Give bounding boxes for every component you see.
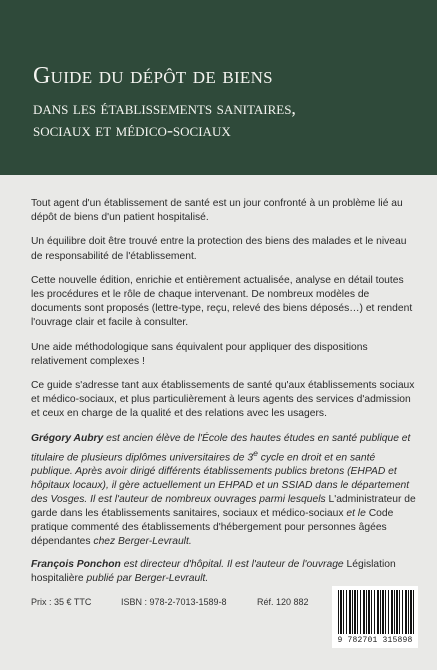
paragraph-3: Cette nouvelle édition, enrichie et entièrement actualisée, analyse en détail toutes les procédures et le rôle de chaque intervenant. De nombreux modèles de documents sont proposés (lettre-type, reçu, relevé des biens déposés…) et rendent l'ouvrage clair et facile à consulter.: [31, 274, 413, 329]
book-reference: Législation hospitalière: [31, 559, 396, 585]
book-reference: L'administrateur de garde dans les établissements sanitaires, sociaux et médico-sociaux: [31, 494, 416, 520]
paragraph-4: Une aide méthodologique sans équivalent pour appliquer des dispositions relativement complexes !: [31, 341, 368, 367]
book-title: Guide du dépôt de biens: [33, 63, 273, 89]
subtitle-line-2: sociaux et médico-sociaux: [33, 120, 231, 140]
paragraph-2: Un équilibre doit être trouvé entre la protection des biens des malades et le niveau de responsabilité de l'établissement.: [31, 236, 407, 262]
paragraph-5: Ce guide s'adresse tant aux établissements de santé qu'aux établissements sociaux et médico-sociaux, et plus particulièrement à leurs agents des services d'admission et ceux en charge de la qualité et des relations avec les usagers.: [31, 380, 415, 420]
bio-text: publié par Berger-Levrault.: [83, 573, 209, 585]
cover-header: [0, 0, 437, 175]
bio-superscript: e: [253, 447, 258, 458]
book-reference: Code pratique commenté des établissements d'hébergement pour personnes âgées dépendantes: [31, 508, 394, 548]
back-cover-text: [31, 197, 416, 595]
author-name: Grégory Aubry: [31, 432, 104, 444]
paragraph-1: Tout agent d'un établissement de santé est un jour confronté à un problème lié au dépôt de biens d'un patient hospitalisé.: [31, 198, 403, 224]
barcode: [332, 586, 418, 648]
bio-text: chez Berger-Levrault.: [90, 536, 192, 548]
isbn: ISBN : 978-2-7013-1589-8: [121, 597, 227, 607]
subtitle-line-1: dans les établissements sanitaires,: [33, 98, 296, 118]
barcode-digits: 9 782701 315898: [337, 636, 413, 645]
bio-text: cycle en droit et en santé publique. Après avoir dirigé différents établissements publics bretons (EHPAD et hôpitaux locaux), il gère actuellement un EHPAD et un SSIAD dans le département des Vosges. Il est l'auteur de nombreux ouvrages parmi lesquels: [31, 452, 410, 506]
author-bio-ponchon: [31, 558, 416, 586]
price: Prix : 35 € TTC: [31, 597, 92, 607]
bio-text: est ancien élève de l'École des hautes études en santé publique et titulaire de plusieurs diplômes universitaires de 3: [31, 432, 411, 464]
barcode-bars: [338, 590, 414, 634]
author-bios: [31, 432, 416, 586]
author-bio-aubry: [31, 432, 416, 549]
reference-number: Réf. 120 882: [257, 597, 309, 607]
author-name: François Ponchon: [31, 559, 121, 571]
book-subtitle: [33, 97, 296, 141]
bio-text: est directeur d'hôpital. Il est l'auteur de l'ouvrage: [120, 559, 347, 571]
bio-text: et le: [343, 508, 369, 520]
